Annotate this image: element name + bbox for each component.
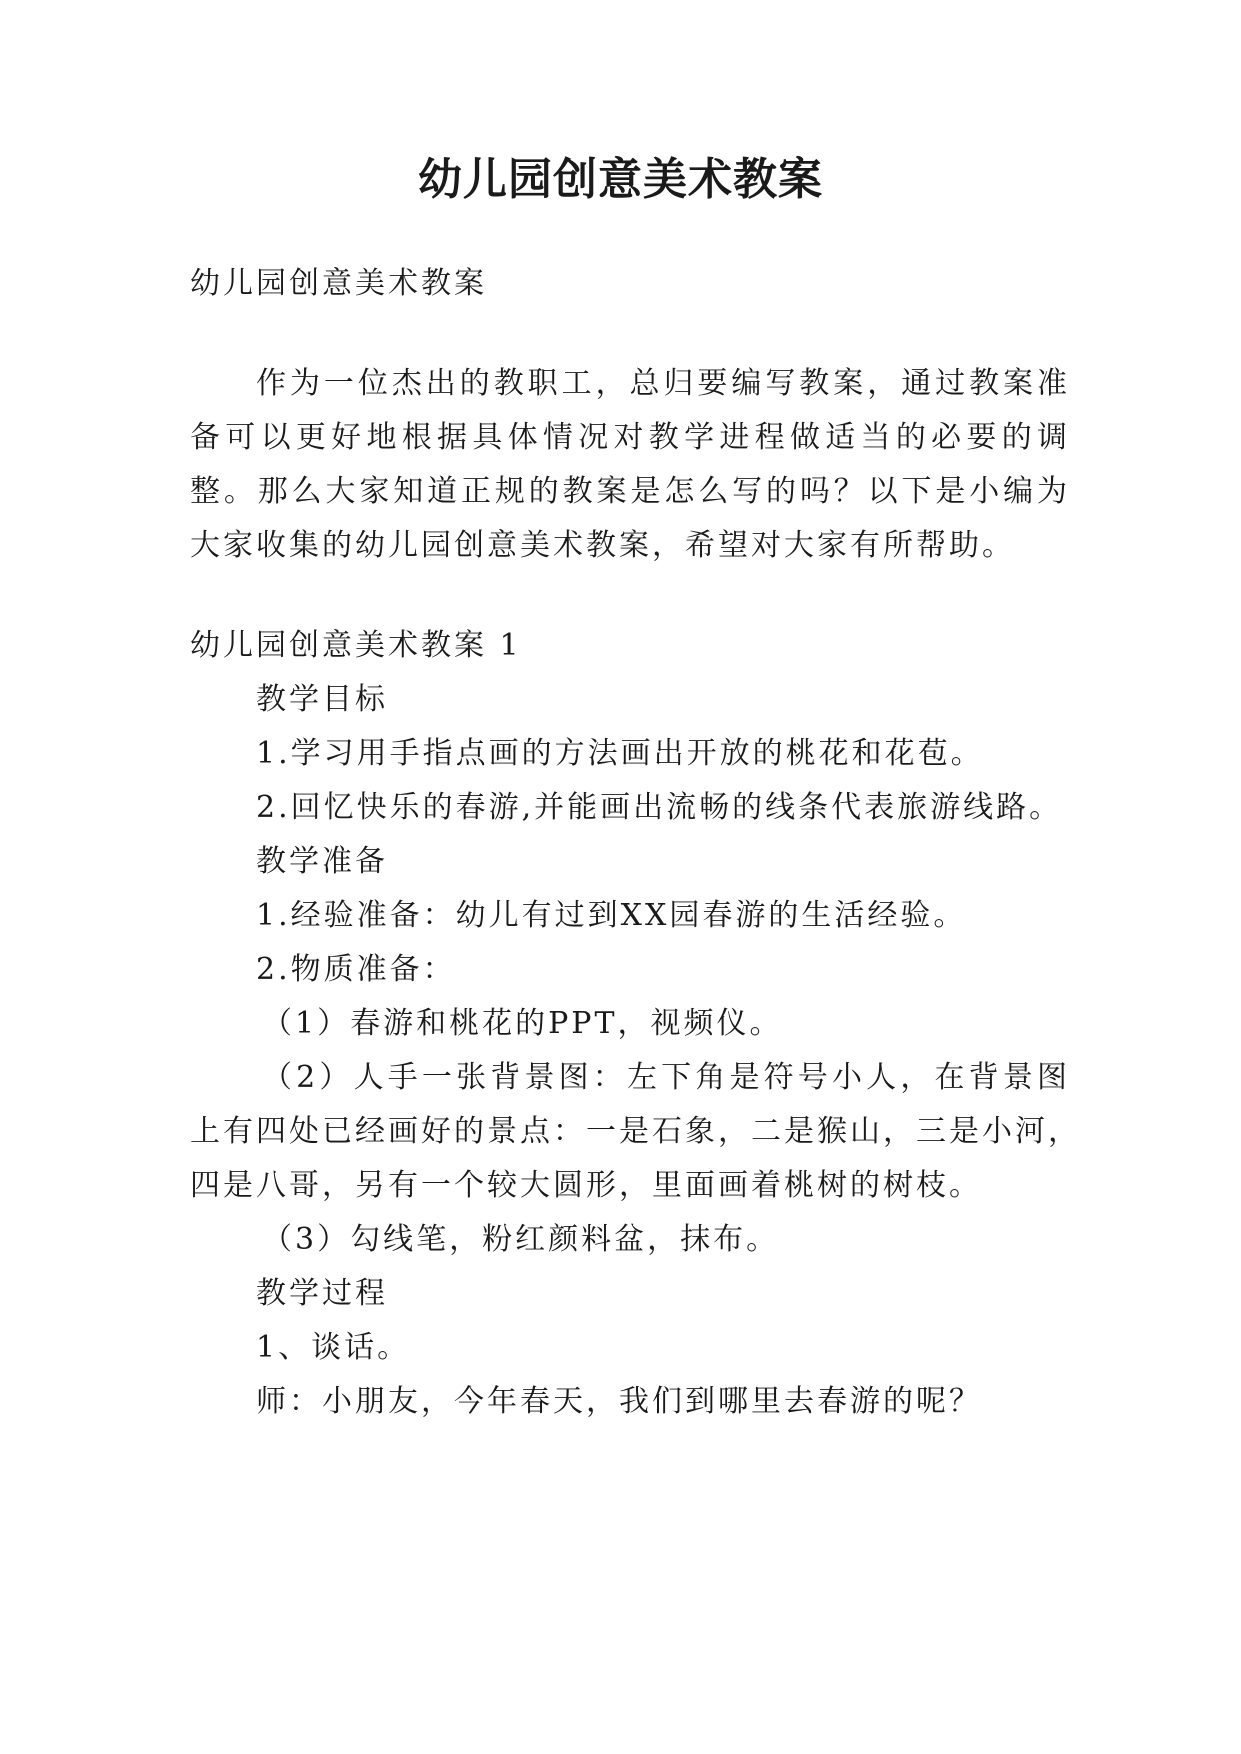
intro-line-4: 大家收集的幼儿园创意美术教案，希望对大家有所帮助。: [190, 528, 1015, 563]
intro-line-2: 备可以更好地根据具体情况对教学进程做适当的必要的调: [190, 420, 1070, 455]
goal-item-2: 2.回忆快乐的春游,并能画出流畅的线条代表旅游线路。: [256, 790, 1063, 825]
section-heading: 幼儿园创意美术教案 1: [190, 628, 522, 663]
material-item-2-line-1: （2）人手一张背景图：左下角是符号小人，在背景图: [262, 1060, 1070, 1095]
dialogue-line-1: 师：小朋友，今年春天，我们到哪里去春游的呢？: [256, 1384, 982, 1419]
subtitle: 幼儿园创意美术教案: [190, 266, 487, 301]
intro-line-1: 作为一位杰出的教职工，总归要编写教案，通过教案准: [256, 366, 1070, 401]
material-item-3: （3）勾线笔，粉红颜料盆，抹布。: [262, 1222, 780, 1257]
material-item-2-line-3: 四是八哥，另有一个较大圆形，里面画着桃树的树枝。: [190, 1168, 982, 1203]
prep-item-2: 2.物质准备：: [256, 952, 456, 987]
document-title: 幼儿园创意美术教案: [418, 154, 823, 205]
goals-heading: 教学目标: [256, 682, 388, 717]
intro-line-3: 整。那么大家知道正规的教案是怎么写的吗？以下是小编为: [190, 474, 1070, 509]
goal-item-1: 1.学习用手指点画的方法画出开放的桃花和花苞。: [256, 736, 984, 771]
process-step-1: 1、谈话。: [256, 1330, 411, 1365]
material-item-2-line-2: 上有四处已经画好的景点：一是石象，二是猴山，三是小河，: [190, 1114, 1081, 1149]
prep-item-1: 1.经验准备：幼儿有过到XX园春游的生活经验。: [256, 898, 967, 933]
process-heading: 教学过程: [256, 1276, 388, 1311]
material-item-1: （1）春游和桃花的PPT，视频仪。: [262, 1006, 783, 1041]
prep-heading: 教学准备: [256, 844, 388, 879]
